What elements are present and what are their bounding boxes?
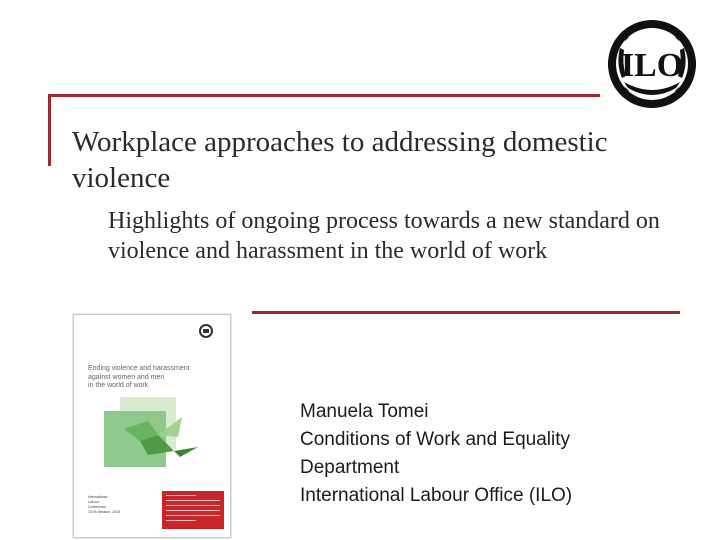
ilo-logo-icon <box>596 18 708 110</box>
cover-footer-line: Labour <box>88 500 99 504</box>
author-department-line1: Conditions of Work and Equality <box>300 429 571 450</box>
cover-footer-line: International <box>88 495 108 499</box>
author-organization: International Labour Office (ILO) <box>300 485 573 506</box>
author-name: Manuela Tomei <box>300 401 429 422</box>
dove-icon <box>118 407 202 463</box>
cover-red-box <box>162 491 224 529</box>
bottom-divider <box>252 311 680 314</box>
top-divider-vertical <box>48 94 51 166</box>
slide-subtitle: Highlights of ongoing process towards a new standard on violence and harassment in the world of work <box>108 208 660 264</box>
ilo-logo-text: ILO <box>620 47 684 84</box>
cover-footer-line: Conference <box>88 505 107 509</box>
report-cover-image <box>73 314 231 538</box>
cover-title <box>88 365 210 391</box>
top-divider-horizontal <box>48 94 600 97</box>
cover-footer-line: 107th Session, 2018 <box>88 510 120 514</box>
cover-title-line: against women and men <box>88 373 165 381</box>
slide-title: Workplace approaches to addressing domestic violence <box>72 126 608 194</box>
cover-title-line: in the world of work <box>88 382 149 389</box>
author-block <box>300 398 680 510</box>
cover-footer <box>88 495 132 515</box>
cover-title-line: Ending violence and harassment <box>88 365 190 372</box>
cover-ilo-logo-icon <box>198 323 214 339</box>
author-department-line2: Department <box>300 457 400 478</box>
